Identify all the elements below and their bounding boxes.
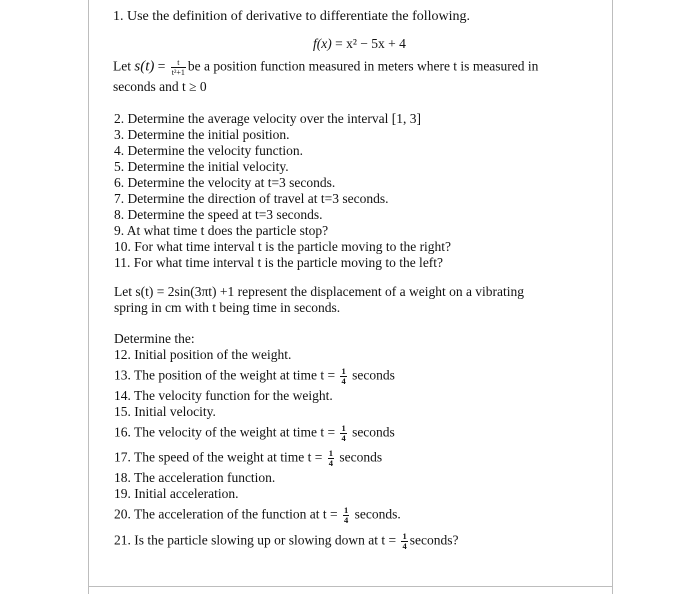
question-15: 15. Initial velocity. (114, 404, 216, 419)
quarter-num: 1 (341, 366, 346, 376)
question-17 (114, 449, 382, 468)
page-left-border (88, 0, 89, 594)
equation-fx (313, 36, 406, 52)
question-13-suffix: seconds (352, 367, 395, 383)
position-function-line (113, 58, 538, 77)
quarter-den: 4 (328, 458, 333, 468)
question-20 (114, 506, 401, 525)
question-20-text: 20. The acceleration of the function at t = (114, 506, 338, 522)
question-12: 12. Initial position of the weight. (114, 347, 292, 362)
list-item: 6. Determine the velocity at t=3 seconds. (114, 175, 336, 190)
quarter-fraction (340, 367, 346, 386)
list-item: 8. Determine the speed at t=3 seconds. (114, 207, 323, 222)
list-item: 9. At what time t does the particle stop? (114, 223, 329, 238)
list-item: 10. For what time interval t is the particle moving to the right? (114, 239, 452, 254)
position-func: s(t) (134, 58, 155, 75)
quarter-num: 1 (341, 423, 346, 433)
question-17-text: 17. The speed of the weight at time t = (114, 449, 323, 465)
quarter-den: 4 (402, 541, 407, 551)
position-fraction-den: t²+1 (171, 68, 185, 77)
quarter-fraction (401, 532, 407, 551)
quarter-num: 1 (344, 505, 349, 515)
spring-line-1: Let s(t) = 2sin(3πt) +1 represent the displacement of a weight on a vibrating (114, 284, 525, 299)
question-21-text: 21. Is the particle slowing up or slowing down at t = (114, 532, 397, 548)
quarter-den: 4 (341, 433, 346, 443)
quarter-fraction (343, 506, 349, 525)
question-17-suffix: seconds (339, 449, 383, 465)
question-20-suffix: seconds. (354, 506, 401, 522)
question-13-text: 13. The position of the weight at time t = (114, 367, 336, 383)
question-21 (114, 532, 458, 551)
question-14: 14. The velocity function for the weight. (114, 388, 333, 403)
quarter-num: 1 (402, 531, 407, 541)
question-16-text: 16. The velocity of the weight at time t = (114, 424, 336, 440)
equation-fx-rhs: = x² − 5x + 4 (335, 36, 406, 51)
page-bottom-border (88, 586, 613, 587)
page-right-border (612, 0, 613, 594)
question-19: 19. Initial acceleration. (114, 486, 239, 501)
list-item: 4. Determine the velocity function. (114, 143, 303, 158)
question-1: 1. Use the definition of derivative to differentiate the following. (113, 9, 471, 24)
list-item: 2. Determine the average velocity over the interval [1, 3] (114, 111, 421, 126)
quarter-num: 1 (328, 448, 333, 458)
question-16 (114, 424, 395, 443)
list-item: 3. Determine the initial position. (114, 127, 290, 142)
list-item: 11. For what time interval t is the particle moving to the left? (114, 255, 444, 270)
list-item: 7. Determine the direction of travel at t=3 seconds. (114, 191, 389, 206)
determine-header: Determine the: (114, 331, 195, 346)
position-fraction-num: t (171, 58, 186, 68)
equation-fx-lhs: f(x) (313, 36, 332, 51)
position-fraction (171, 58, 186, 77)
question-21-suffix: seconds? (409, 532, 459, 548)
question-13 (114, 367, 395, 386)
quarter-fraction (340, 424, 346, 443)
quarter-fraction (328, 449, 334, 468)
quarter-den: 4 (341, 376, 346, 386)
question-16-suffix: seconds (352, 424, 395, 440)
position-domain: seconds and t ≥ 0 (113, 79, 207, 94)
spring-line-2: spring in cm with t being time in seconds. (114, 300, 341, 315)
position-rest: be a position function measured in meters where t is measured in (187, 58, 539, 74)
list-item: 5. Determine the initial velocity. (114, 159, 289, 174)
position-equals: = (157, 58, 166, 74)
position-let: Let (113, 58, 131, 74)
quarter-den: 4 (344, 515, 349, 525)
question-18: 18. The acceleration function. (114, 470, 276, 485)
